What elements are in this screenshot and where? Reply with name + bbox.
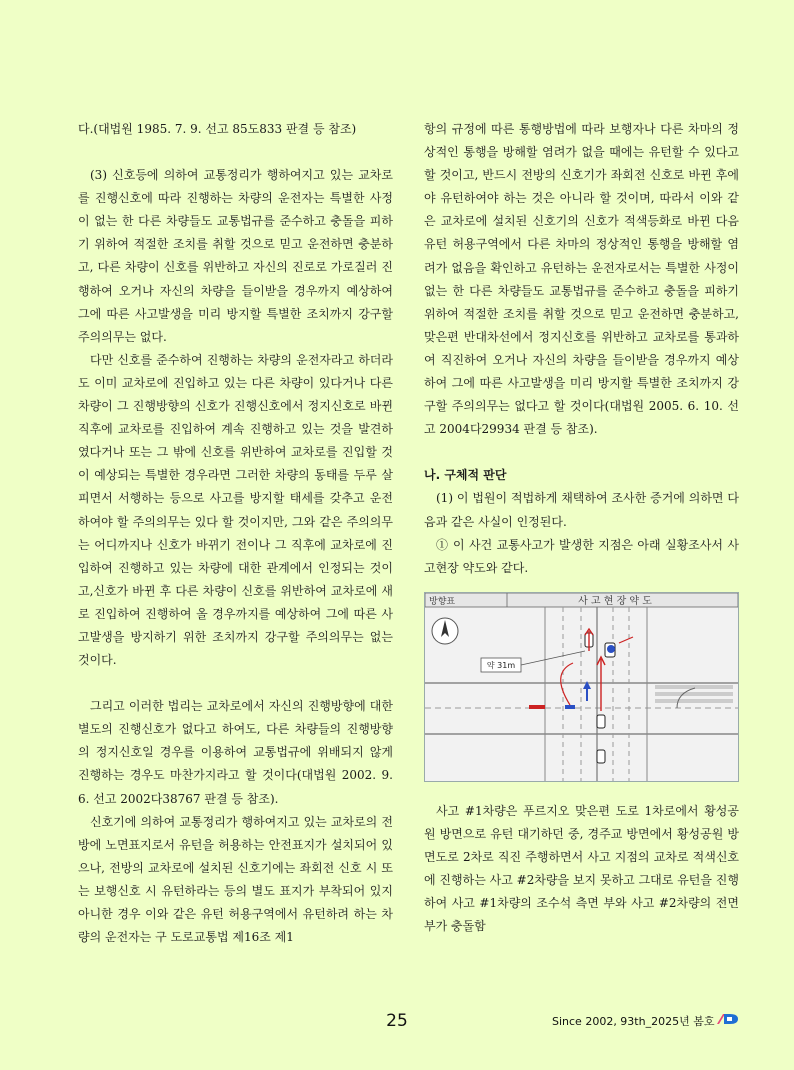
paragraph: 다.(대법원 1985. 7. 9. 선고 85도833 판결 등 참조) — [78, 122, 357, 136]
section-heading: 나. 구체적 판단 — [424, 468, 507, 483]
diagram-title: 사 고 현 장 약 도 — [578, 595, 652, 607]
issue-info: Since 2002, 93th_2025년 봄호 — [552, 1015, 715, 1028]
page-number: 25 — [386, 1011, 408, 1031]
paragraph: 신호기에 의하여 교통정리가 행하여지고 있는 교차로의 전방에 노면표지로서 유턴을 허용하는 안전표지가 설치되어 있으나, 전방의 교차로에 설치된 신호기에는 좌회전 신호 시 또는 보행신호 시 유턴하라는 등의 별도 표지가 부착되어 있지 아니한 경우 이와 같은 유턴 허용구역에서 유턴하려 하는 차량의 운전자는 구 도로교통법 제16조 제1 — [78, 814, 393, 945]
paragraph: ① 이 사건 교통사고가 발생한 지점은 아래 실황조사서 사고현장 약도와 같다. — [424, 537, 739, 575]
publisher-logo-icon — [715, 1012, 739, 1026]
paragraph: 항의 규정에 따른 통행방법에 따라 보행자나 다른 차마의 정상적인 통행을 방해할 염려가 없을 때에는 유턴할 수 있다고 할 것이고, 반드시 전방의 신호기가 좌회전 신호로 바뀐 후에야 유턴하여야 하는 것은 아니라 할 것이며, 따라서 이와 같은 교차로에 설치된 신호기의 신호가 적색등화로 바뀐 다음 유턴 허용구역에서 다른 차마의 정상적인 통행을 방해할 염려가 없음을 확인하고 유턴하는 운전자로서는 특별한 사정이 없는 한 다른 차량들도 교통법규를 준수하고 충돌을 피하기 위하여 적절한 조치를 취할 것으로 믿고 운전하면 충분하고, 맞은편 반대차선에서 정지신호를 위반하고 교차로를 통과하여 직진하여 오거나 자신의 차량을 들이받을 경우까지 예상하여 그에 따른 사고발생을 미리 방지할 특별한 조치까지 강구할 주의의무는 없다고 할 것이다(대법원 2005. 6. 10. 선고 2004다29934 판결 등 참조). — [424, 122, 739, 437]
paragraph: (1) 이 법원이 적법하게 채택하여 조사한 증거에 의하면 다음과 같은 사실이 인정된다. — [424, 491, 739, 529]
paragraph: (3) 신호등에 의하여 교통정리가 행하여지고 있는 교차로를 진행신호에 따라 진행하는 차량의 운전자는 특별한 사정이 없는 한 다른 차량들도 교통법규를 준수하고 충돌을 피하기 위하여 적절한 조치를 취할 것으로 믿고 운전하면 충분하고, 다른 차량이 신호를 위반하고 자신의 진로로 가로질러 진행하여 오거나 자신의 차량을 들이받을 경우까지 예상하여 그에 따른 사고발생을 미리 방지할 특별한 조치까지 강구할 주의의무는 없다. — [78, 168, 393, 344]
compass-label: 방향표 — [429, 596, 456, 607]
right-column — [424, 118, 739, 938]
accident-sketch — [425, 593, 738, 781]
paragraph: 그리고 이러한 법리는 교차로에서 자신의 진행방향에 대한 별도의 진행신호가 없다고 하여도, 다른 차량들의 진행방향의 정지신호일 경우를 이용하여 교통법규에 위배되지 않게 진행하는 경우도 마찬가지라고 할 것이다(대법원 2002. 9. 6. 선고 2002다38767 판결 등 참조). — [78, 699, 393, 806]
left-column — [78, 118, 393, 949]
paragraph: 사고 #1차량은 푸르지오 맞은편 도로 1차로에서 황성공원 방면으로 유턴 대기하던 중, 경주교 방면에서 황성공원 방면도로 2차로 직진 주행하면서 사고 지점의 교차로 적색신호에 진행하는 사고 #2차량을 보지 못하고 그대로 유턴을 진행하여 사고 #1차량의 조수석 측면 부와 사고 #2차량의 전면부가 충돌함 — [424, 803, 739, 934]
paragraph: 다만 신호를 준수하여 진행하는 차량의 운전자라고 하더라도 이미 교차로에 진입하고 있는 다른 차량이 있다거나 다른 차량이 그 진행방향의 신호가 진행신호에서 정지신호로 바뀐 직후에 교차로를 진입하여 계속 진행하고 있는 것을 발견하였다거나 또는 그 밖에 신호를 위반하여 교차로를 진입할 것이 예상되는 특별한 경우라면 그러한 차량의 동태를 두루 살피면서 서행하는 등으로 사고를 방지할 태세를 갖추고 운전하여야 할 주의의무는 있다 할 것이지만, 그와 같은 주의의무는 어디까지나 신호가 바뀌기 전이나 그 직후에 교차로에 진입하여 진행하고 있는 차량에 대한 관계에서 인정되는 것이고,신호가 바뀐 후 다른 차량이 신호를 위반하여 교차로에 새로 진입하여 진행하여 올 경우까지를 예상하여 그에 따른 사고발생을 방지하기 위한 조치까지 강구할 주의의무는 없는 것이다. — [78, 352, 393, 668]
distance-label: 약 31m — [486, 660, 516, 670]
accident-scene-diagram — [424, 592, 739, 782]
